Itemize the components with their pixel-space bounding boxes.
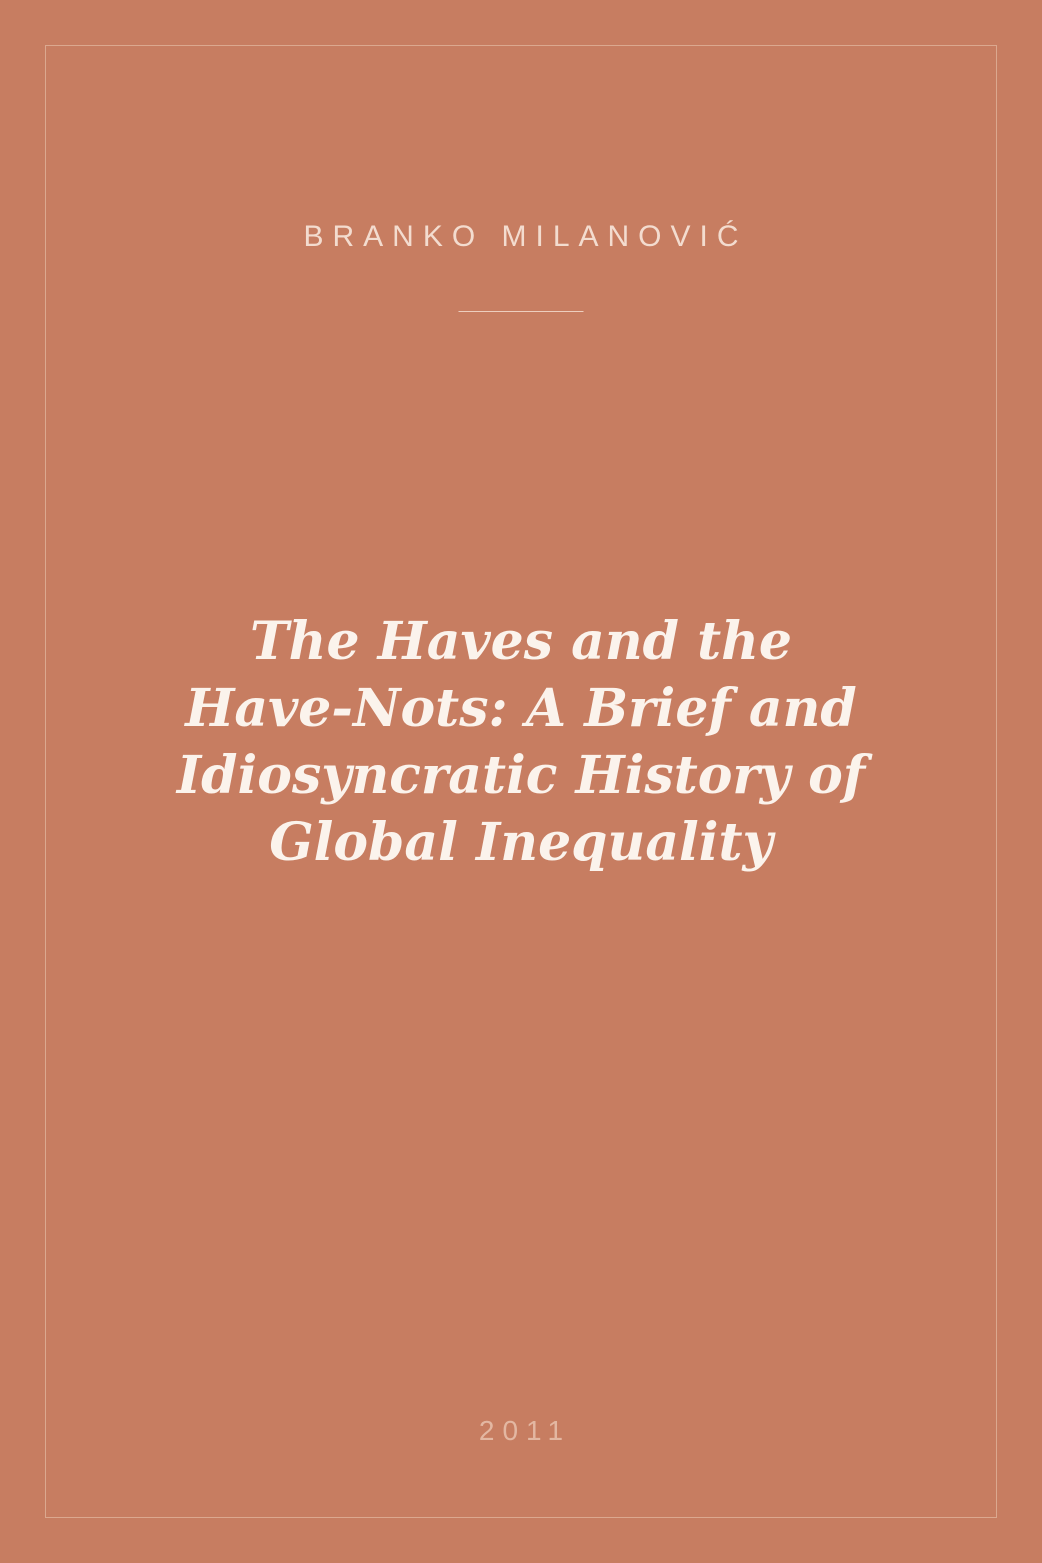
publication-year: 2011	[478, 1415, 572, 1446]
title-line-3: Idiosyncratic History of	[176, 745, 866, 806]
divider-line	[459, 311, 584, 312]
title-line-2: Have-Nots: A Brief and	[185, 678, 857, 739]
title-line-1: The Haves and the	[249, 611, 793, 672]
title-line-4: Global Inequality	[269, 812, 773, 873]
book-title	[0, 608, 1042, 876]
author-name: BRANKO MILANOVIĆ	[303, 220, 748, 253]
